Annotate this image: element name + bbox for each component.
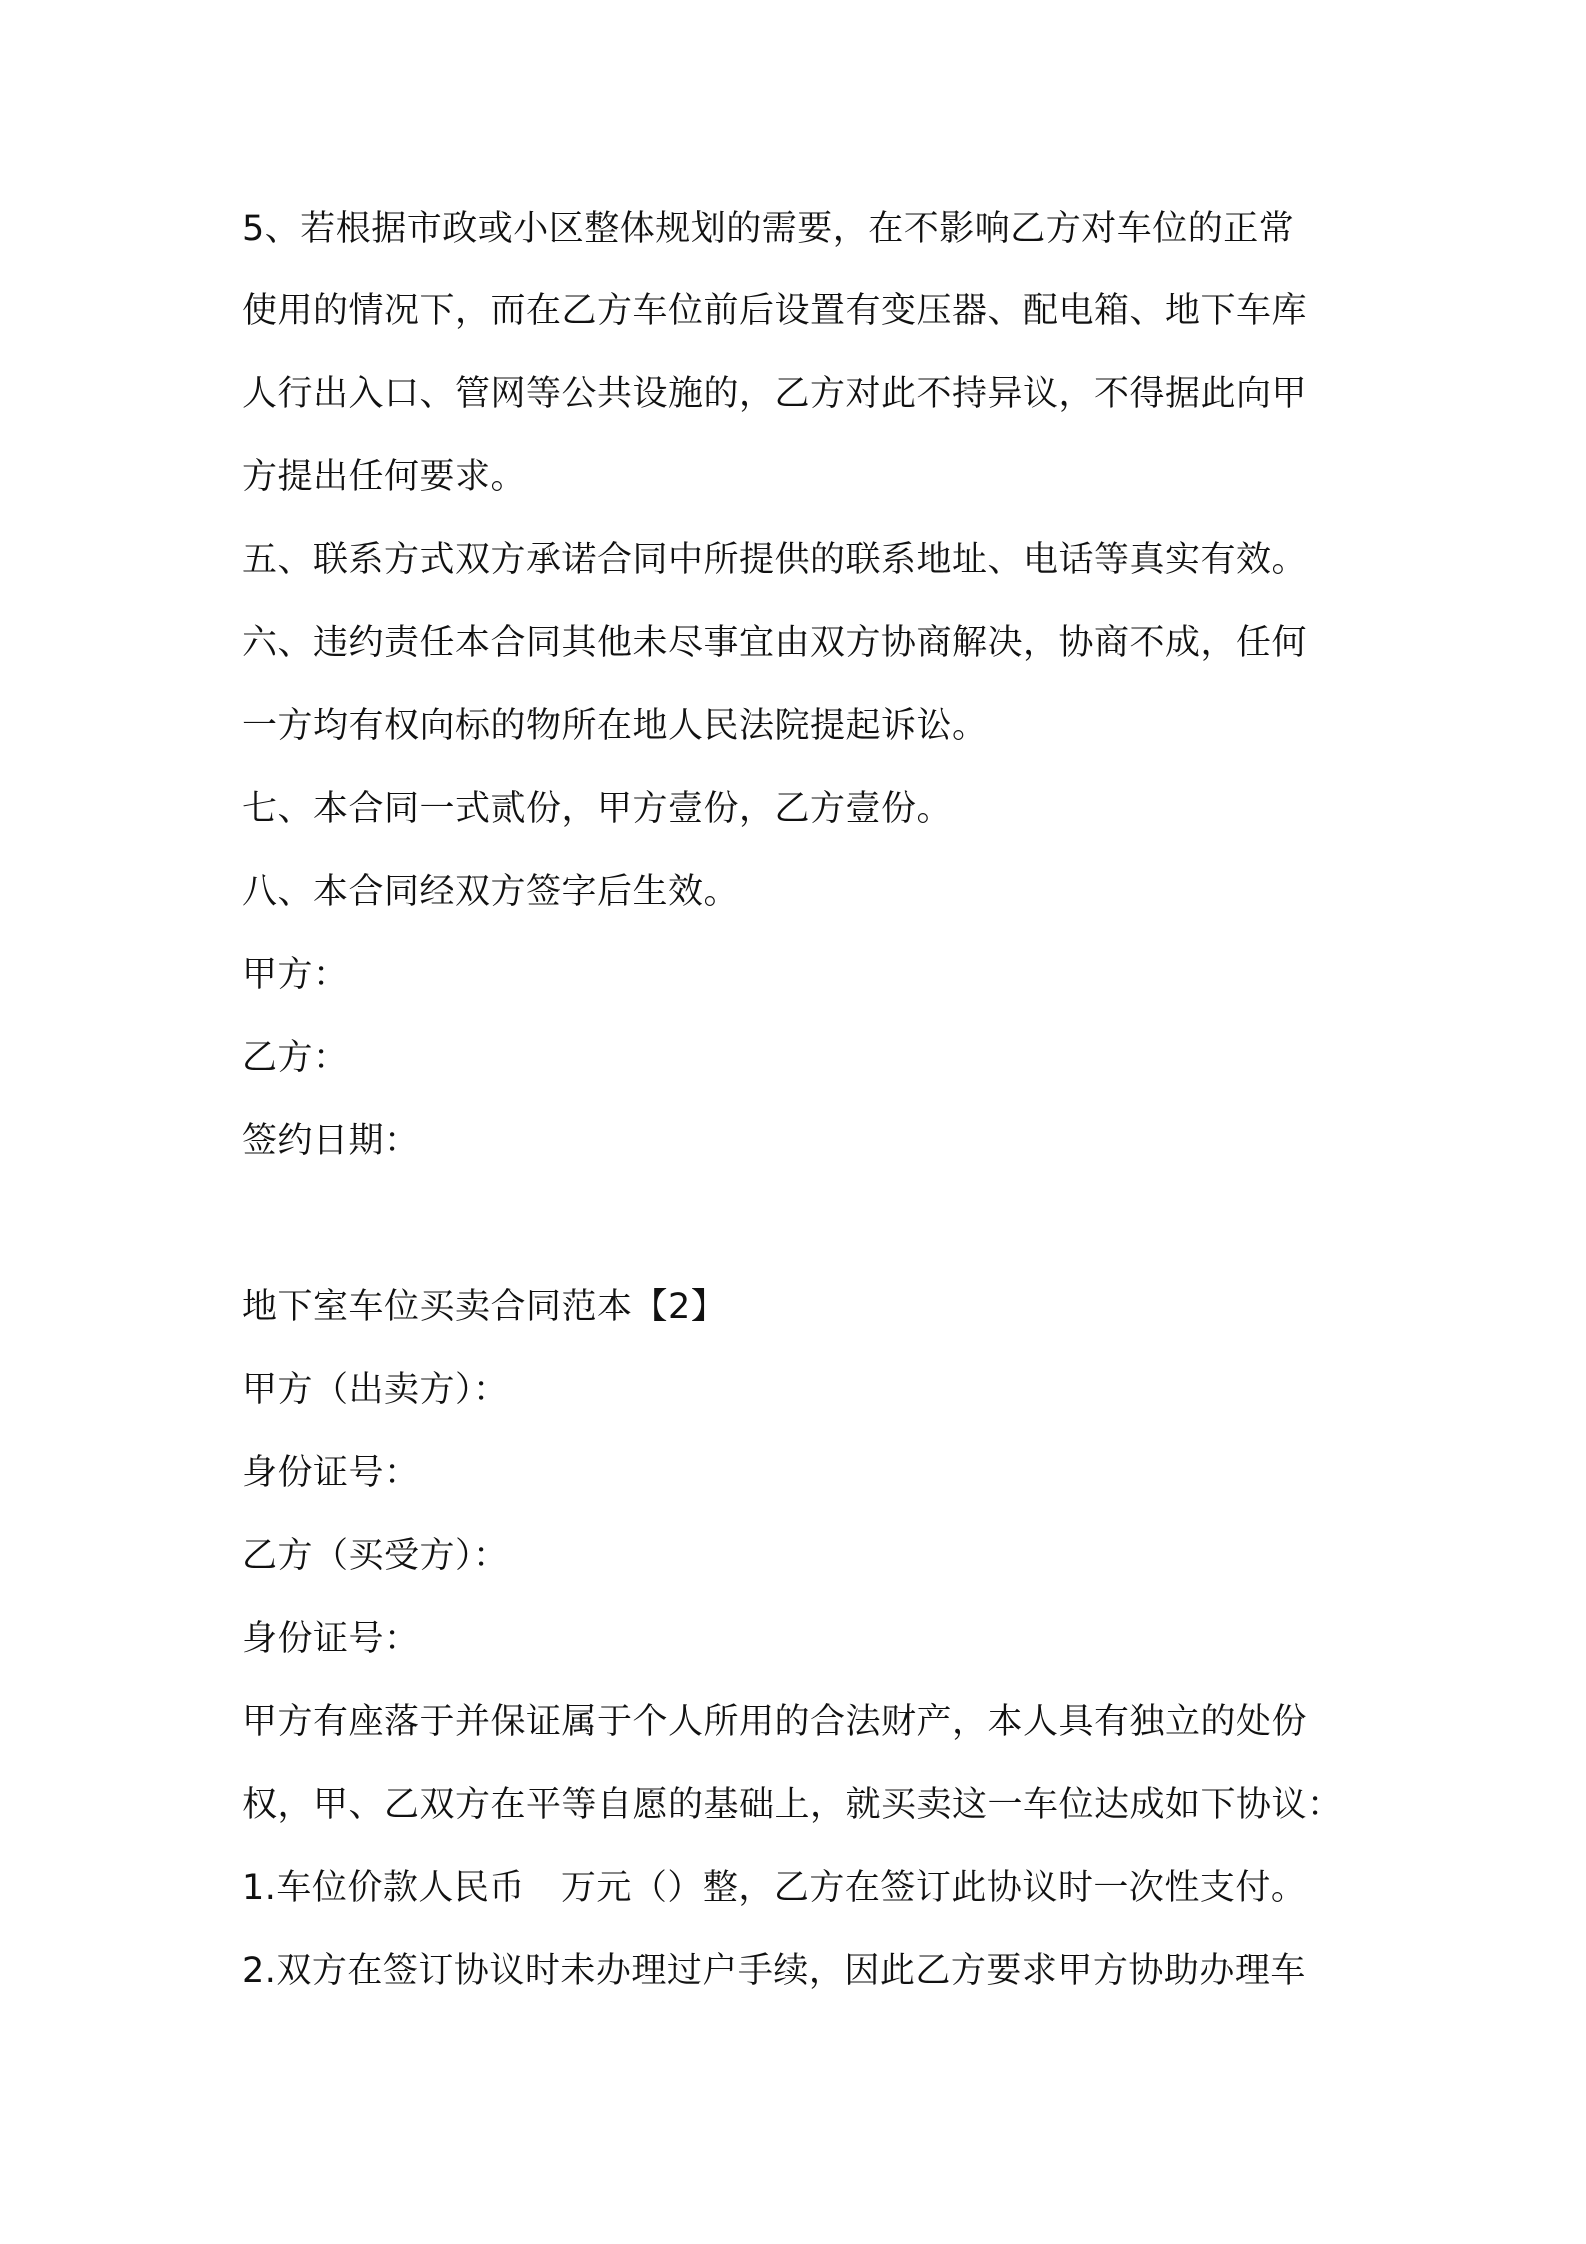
- id-number-label: 身份证号：: [242, 1619, 420, 1659]
- paragraph-line: 一方均有权向标的物所在地人民法院提起诉讼。: [242, 706, 988, 746]
- clause-price-part-1: 1.车位价款人民币: [242, 1868, 525, 1908]
- paragraph-line: 方提出任何要求。: [242, 457, 527, 497]
- signature-label-party-a: 甲方：: [242, 955, 349, 995]
- paragraph-line: 5、若根据市政或小区整体规划的需要，在不影响乙方对车位的正常: [242, 209, 1295, 249]
- contract-title: 地下室车位买卖合同范本【2】: [242, 1287, 727, 1327]
- clause-line: 2.双方在签订协议时未办理过户手续，因此乙方要求甲方协助办理车: [242, 1951, 1306, 1991]
- party-a-label: 甲方（出卖方）：: [242, 1370, 509, 1410]
- paragraph-line: 权，甲、乙双方在平等自愿的基础上，就买卖这一车位达成如下协议：: [242, 1785, 1343, 1825]
- section-heading-line: 五、联系方式双方承诺合同中所提供的联系地址、电话等真实有效。: [242, 540, 1308, 580]
- paragraph-line: 甲方有座落于并保证属于个人所用的合法财产，本人具有独立的处份: [242, 1702, 1308, 1742]
- paragraph-line: 使用的情况下，而在乙方车位前后设置有变压器、配电箱、地下车库: [242, 291, 1308, 331]
- paragraph-line: 人行出入口、管网等公共设施的，乙方对此不持异议，不得据此向甲: [242, 374, 1308, 414]
- clause-price-part-2: 万元（）整，乙方在签订此协议时一次性支付。: [560, 1868, 1307, 1908]
- section-heading-line: 八、本合同经双方签字后生效。: [242, 872, 740, 912]
- section-heading-line: 七、本合同一式贰份，甲方壹份，乙方壹份。: [242, 789, 953, 829]
- signing-date-label: 签约日期：: [242, 1121, 420, 1161]
- signature-label-party-b: 乙方：: [242, 1038, 349, 1078]
- party-b-label: 乙方（买受方）：: [242, 1536, 509, 1576]
- clause-line: [242, 1866, 1372, 1911]
- section-heading-line: 六、违约责任本合同其他未尽事宜由双方协商解决，协商不成，任何: [242, 623, 1308, 663]
- id-number-label: 身份证号：: [242, 1453, 420, 1493]
